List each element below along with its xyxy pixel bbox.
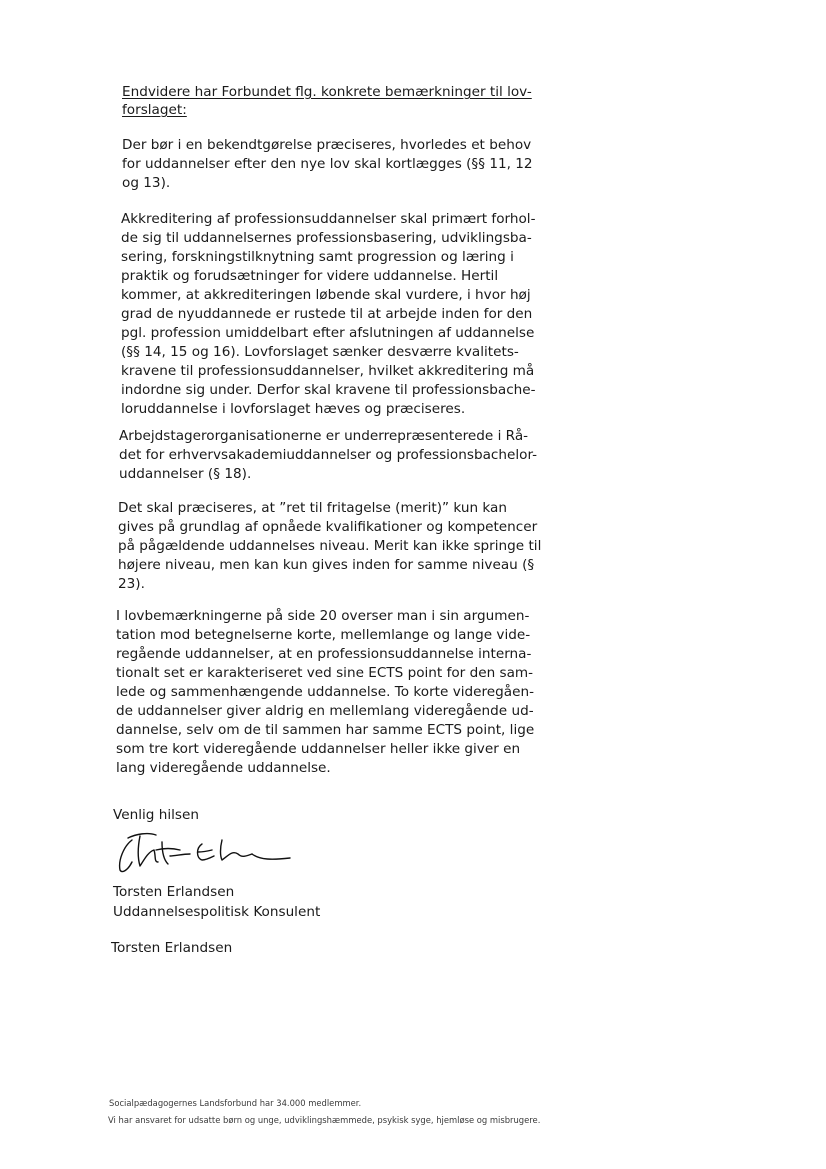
paragraph-raadet: Arbejdstagerorganisationerne er underrepræsenterede i Rå- det for erhvervsakademiuddannelser og professionsbachelor- uddannelser (§ 18). [119,428,538,482]
closing-salutation: Venlig hilsen [113,807,199,823]
signatory-title: Uddannelsespolitisk Konsulent [113,904,321,920]
signatory-name: Torsten Erlandsen [113,884,235,900]
signatory-name-repeat: Torsten Erlandsen [111,940,233,956]
paragraph-kortlaegning: Der bør i en bekendtgørelse præciseres, hvorledes et behov for uddannelser efter den nye lov skal kortlægges (§§ 11, 12 og 13). [122,137,533,191]
paragraph-akkreditering: Akkreditering af professionsuddannelser skal primært forhol- de sig til uddannelsernes professionsbasering, udviklingsba- sering, forskningstilknytning samt progression og læring i praktik og forudsætninger for videre uddannelse. Hertil kommer, at akkrediteringen løbende skal vurdere, i hvor høj grad de nyuddannede er rustede til at arbejde inden for den pgl. profession umiddelbart efter afslutningen af uddannelse (§§ 14, 15 og 16). Lovforslaget sænker desværre kvalitets- kravene til professionsuddannelser, hvilket akkreditering må indordne sig under. Derfor skal kravene til professionsbache- loruddannelse i lovforslaget hæves og præciseres. [121,211,536,417]
footer-line-responsibility: Vi har ansvaret for udsatte børn og unge, udviklingshæmmede, psykisk syge, hjemløse og misbrugere. [108,1115,541,1125]
paragraph-merit: Det skal præciseres, at ”ret til fritagelse (merit)” kun kan gives på grundlag af opnåede kvalifikationer og kompetencer på pågældende uddannelses niveau. Merit kan ikke springe til højere niveau, men kan kun gives inden for samme niveau (§ 23). [118,500,542,592]
handwritten-signature [110,826,295,878]
section-heading: Endvidere har Forbundet flg. konkrete bemærkninger til lov- forslaget: [122,84,532,118]
paragraph-lovbemaerkninger: I lovbemærkningerne på side 20 overser man i sin argumen- tation mod betegnelserne korte, mellemlange og lange vide- regående uddannelser, at en professionsuddannelse interna- tionalt set er karakteriseret ved sine ECTS point for den sam- lede og sammenhængende uddannelse. To korte videregåen- de uddannelser giver aldrig en mellemlang videregående ud- dannelse, selv om de til sammen har samme ECTS point, lige som tre kort videregående uddannelser heller ikke giver en lang videregående uddannelse. [116,608,535,776]
footer-line-members: Socialpædagogernes Landsforbund har 34.000 medlemmer. [109,1098,362,1108]
